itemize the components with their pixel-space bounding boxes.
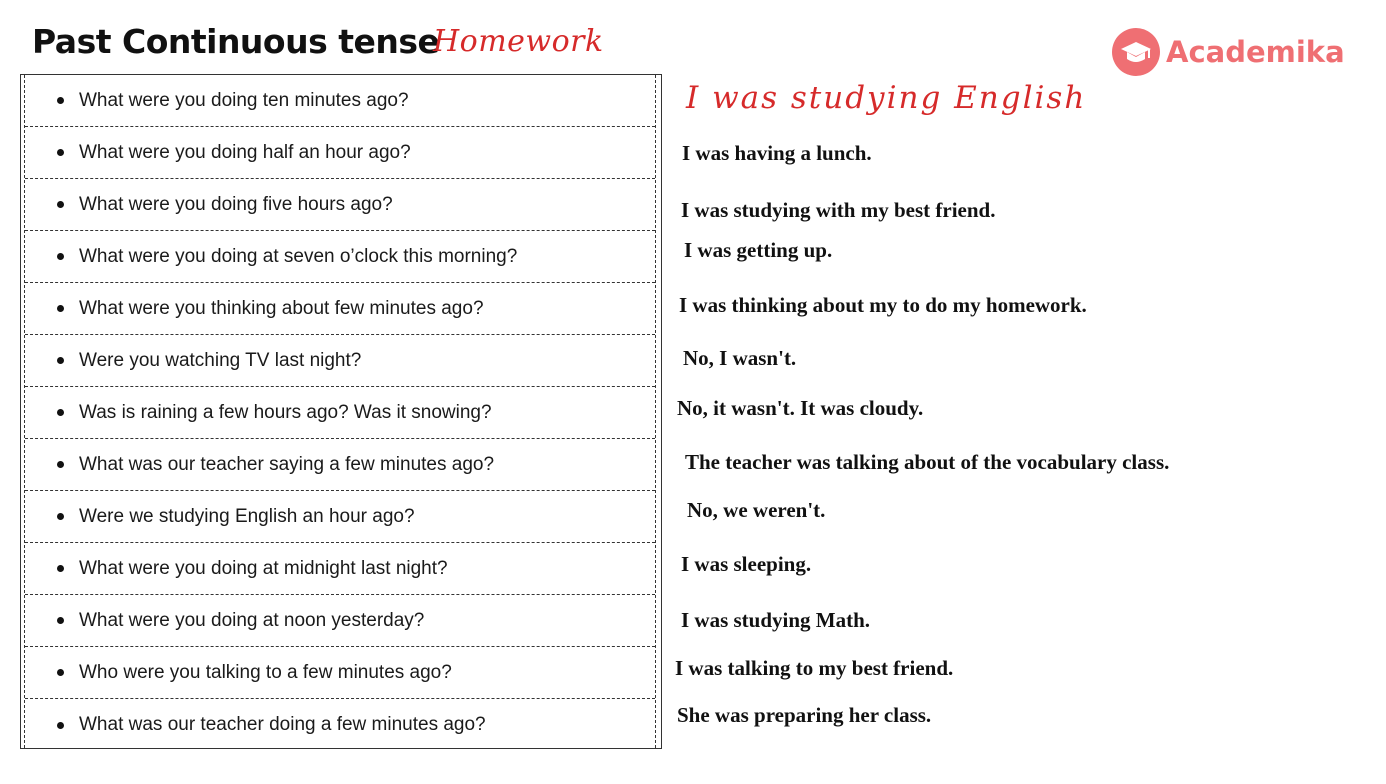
answer-text: No, I wasn't. — [683, 346, 797, 370]
question-text: What were you doing at midnight last night? — [79, 557, 448, 579]
academika-logo — [1112, 28, 1345, 76]
question-row — [25, 75, 655, 127]
question-list — [24, 75, 656, 748]
bullet — [57, 97, 64, 104]
question-row — [25, 439, 655, 491]
bullet — [57, 513, 64, 520]
bullet — [57, 669, 64, 676]
answer-text: I was thinking about my to do my homework. — [679, 293, 1087, 317]
bullet — [57, 461, 64, 468]
question-row — [25, 491, 655, 543]
logo-text: Academika — [1166, 35, 1345, 69]
answer-text: She was preparing her class. — [677, 703, 932, 727]
page-title: Past Continuous tense — [32, 22, 440, 61]
question-text: What were you doing five hours ago? — [79, 193, 393, 215]
answer-text-handwritten: I was studying English — [686, 80, 1087, 116]
question-row — [25, 387, 655, 439]
answer-text: I was having a lunch. — [682, 141, 872, 165]
answer-text: I was studying Math. — [681, 608, 871, 632]
bullet — [57, 357, 64, 364]
answer-text: No, we weren't. — [687, 498, 826, 522]
answer-text: I was talking to my best friend. — [675, 656, 954, 680]
bullet — [57, 305, 64, 312]
answer-text: I was studying with my best friend. — [681, 198, 996, 222]
question-row — [25, 335, 655, 387]
question-text: Who were you talking to a few minutes ago? — [79, 661, 452, 683]
graduation-cap-icon — [1112, 28, 1160, 76]
question-row — [25, 127, 655, 179]
question-row — [25, 699, 655, 751]
question-row — [25, 283, 655, 335]
question-text: What were you thinking about few minutes ago? — [79, 297, 484, 319]
question-row — [25, 647, 655, 699]
bullet — [57, 565, 64, 572]
question-row — [25, 543, 655, 595]
answer-text: No, it wasn't. It was cloudy. — [677, 396, 924, 420]
question-text: What were you doing ten minutes ago? — [79, 89, 409, 111]
bullet — [57, 722, 64, 729]
question-text: What was our teacher doing a few minutes ago? — [79, 714, 486, 735]
question-text: Was is raining a few hours ago? Was it snowing? — [79, 401, 492, 423]
question-text: Were we studying English an hour ago? — [79, 505, 415, 527]
question-text: What was our teacher saying a few minutes ago? — [79, 453, 495, 475]
question-row — [25, 231, 655, 283]
bullet — [57, 617, 64, 624]
question-text: What were you doing half an hour ago? — [79, 141, 411, 163]
question-row — [25, 595, 655, 647]
bullet — [57, 253, 64, 260]
answer-text: I was getting up. — [684, 238, 833, 262]
answer-text: The teacher was talking about of the vocabulary class. — [685, 450, 1170, 474]
question-table — [20, 74, 662, 749]
question-text: What were you doing at noon yesterday? — [79, 609, 425, 631]
question-text: Were you watching TV last night? — [79, 349, 362, 371]
question-row — [25, 179, 655, 231]
homework-label: Homework — [433, 24, 604, 59]
bullet — [57, 201, 64, 208]
question-text: What were you doing at seven o’clock this morning? — [79, 245, 518, 267]
answer-text: I was sleeping. — [681, 552, 812, 576]
bullet — [57, 409, 64, 416]
bullet — [57, 149, 64, 156]
